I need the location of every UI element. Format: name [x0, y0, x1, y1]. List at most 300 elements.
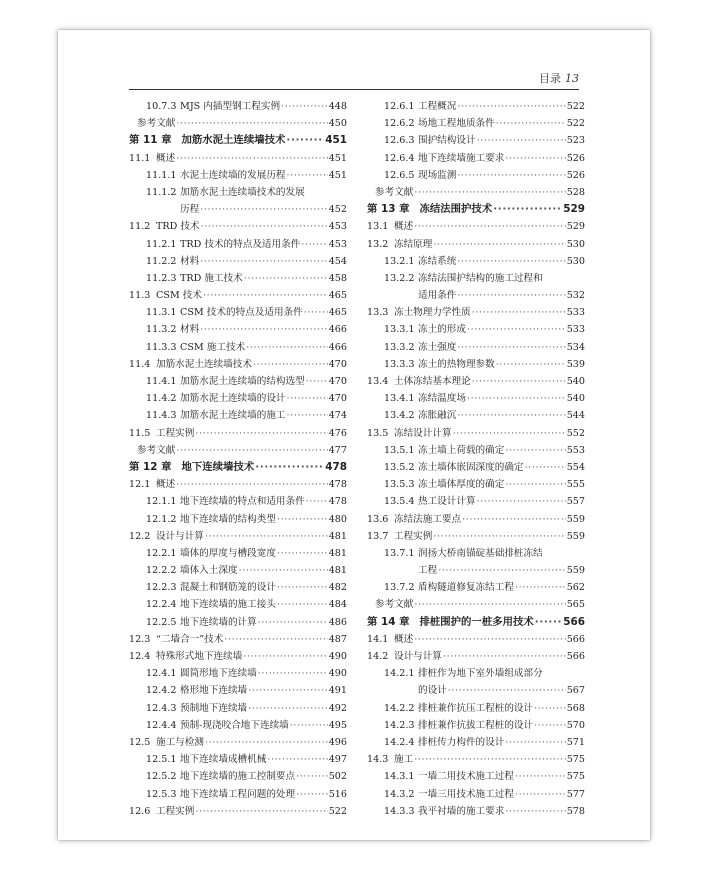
toc-title: 地下连续墙施工要求: [418, 152, 505, 164]
toc-section-number: 11.2.3: [146, 272, 177, 284]
toc-chapter-heading: [367, 201, 585, 218]
dot-leader: [248, 700, 328, 717]
dot-leader: [505, 476, 565, 493]
toc-section-number: 11.4.3: [146, 410, 177, 422]
toc-title: 冻土强度: [418, 341, 457, 353]
dot-leader: [534, 717, 566, 734]
toc-references-entry: [129, 115, 347, 132]
dot-leader: [448, 682, 566, 699]
toc-entry: [129, 751, 347, 768]
dot-leader: [414, 751, 566, 768]
toc-page-number: 451: [325, 134, 347, 147]
toc-section-number: 11.1: [129, 152, 151, 164]
toc-section-number: 11.4: [129, 358, 151, 370]
toc-page-number: 566: [566, 633, 585, 645]
toc-section-number: 12.5.3: [146, 788, 177, 800]
toc-section-number: 12.4.4: [146, 719, 177, 731]
toc-page-number: 565: [566, 599, 585, 611]
toc-entry: [367, 390, 585, 407]
toc-entry: [367, 631, 585, 648]
toc-title: MJS 内插型钢工程实例: [180, 101, 281, 112]
toc-section-number: 12.5.2: [146, 771, 177, 783]
toc-entry: [129, 98, 347, 115]
toc-entry: [367, 751, 585, 768]
toc-title: 工程: [418, 565, 438, 577]
dot-leader: [224, 631, 327, 648]
toc-title: 加筋水泥土连续墙的施工: [180, 410, 286, 422]
toc-title: 土体冻结基本理论: [394, 376, 471, 387]
toc-entry: [367, 648, 585, 665]
toc-page-number: 526: [566, 152, 585, 164]
toc-title: 格形地下连续墙: [180, 685, 248, 697]
toc-page-number: 466: [328, 341, 347, 353]
dot-leader: [253, 356, 328, 373]
toc-page-number: 575: [566, 754, 585, 766]
dot-leader: [258, 614, 328, 631]
toc-section-number: 13.3: [367, 307, 389, 319]
toc-section-number: 14.3.2: [384, 788, 415, 800]
toc-page-number: 570: [566, 719, 585, 731]
toc-title: 墙体入土深度: [180, 565, 238, 577]
toc-page-number: 533: [566, 307, 585, 319]
toc-page-number: 529: [566, 221, 585, 233]
toc-title: 加筋水泥土连续墙技术: [181, 134, 286, 147]
dot-leader: [203, 287, 328, 304]
toc-title: 加筋水泥土连续墙技术: [156, 358, 252, 370]
toc-entry: [367, 236, 585, 253]
toc-title: 工程概况: [418, 101, 457, 112]
toc-title: 冻土的形成: [418, 324, 466, 336]
toc-section-number: 13.4: [367, 376, 389, 387]
dot-leader: [457, 407, 565, 424]
toc-page-number: 470: [328, 358, 347, 370]
toc-right-column: [367, 98, 585, 820]
toc-title: 一墙三用技术施工过程: [418, 788, 514, 800]
toc-page-number: 490: [328, 668, 347, 680]
toc-page-number: 470: [328, 376, 347, 387]
toc-section-number: 13.6: [367, 513, 389, 525]
dot-leader: [195, 803, 327, 820]
toc-entry: [129, 528, 347, 545]
toc-entry-continuation: [367, 682, 585, 699]
toc-page-number: 452: [328, 204, 347, 216]
dot-leader: [296, 768, 328, 785]
toc-entry: [129, 236, 347, 253]
toc-title: 材料: [180, 255, 200, 267]
toc-entry: [129, 717, 347, 734]
dot-leader: [535, 614, 563, 631]
dot-leader: [176, 442, 327, 459]
toc-title: 排桩兼作抗拔工程桩的设计: [418, 719, 534, 731]
toc-page-number: 526: [566, 169, 585, 181]
toc-section-number: 13.1: [367, 221, 389, 233]
toc-section-number: 14.3.1: [384, 771, 415, 783]
toc-title: 冻土墙体嵌固深度的确定: [418, 461, 524, 473]
toc-section-number: 12.2.3: [146, 582, 177, 594]
toc-title: 冻结法围护结构的施工过程和: [418, 272, 543, 284]
toc-section-number: 13.5: [367, 427, 389, 439]
toc-entry: [367, 579, 585, 596]
dot-leader: [505, 803, 565, 820]
toc-page-number: 481: [328, 565, 347, 577]
toc-entry: [129, 270, 347, 287]
toc-page-number: 465: [328, 307, 347, 319]
toc-title: 现场监测: [418, 169, 457, 181]
toc-entry: [129, 425, 347, 442]
toc-section-number: 12.2.4: [146, 599, 177, 611]
dot-leader: [433, 528, 565, 545]
toc-page-number: 522: [566, 101, 585, 112]
dot-leader: [239, 562, 328, 579]
dot-leader: [277, 545, 328, 562]
toc-entry: [367, 665, 585, 682]
toc-entry: [129, 167, 347, 184]
toc-page-number: 559: [566, 565, 585, 577]
dot-leader: [505, 442, 565, 459]
toc-section-number: 12.1: [129, 479, 151, 491]
toc-section-number: 12.1.1: [146, 496, 177, 508]
dot-leader: [281, 98, 328, 115]
toc-title: 参考文献: [375, 186, 414, 198]
toc-title: 概述: [394, 633, 414, 645]
toc-title: 加筋水泥土连续墙技术的发展: [180, 186, 305, 198]
dot-leader: [243, 648, 327, 665]
toc-title: 地下连续墙的特点和适用条件: [180, 496, 305, 508]
toc-title: 工程实例: [156, 427, 195, 439]
toc-page-number: 523: [566, 135, 585, 147]
toc-page-number: 553: [566, 444, 585, 456]
toc-section-number: 14.3: [367, 754, 389, 766]
dot-leader: [525, 459, 566, 476]
dot-leader: [205, 528, 328, 545]
toc-section-number: 12.2.1: [146, 547, 177, 559]
toc-title: 水泥土连续墙的发展历程: [180, 169, 286, 181]
toc-page-number: 486: [328, 616, 347, 628]
toc-title: 冻土墙体厚度的确定: [418, 479, 505, 491]
toc-title: 排桩传力构件的设计: [418, 736, 505, 748]
toc-entry: [367, 218, 585, 235]
toc-entry: [367, 407, 585, 424]
toc-entry: [129, 373, 347, 390]
toc-page-number: 567: [566, 685, 585, 697]
toc-page-number: 453: [328, 221, 347, 233]
toc-section-number: 12.6.5: [384, 169, 415, 181]
toc-page-number: 559: [566, 530, 585, 542]
toc-title: 历程: [180, 204, 200, 216]
header-page-number: 13: [565, 72, 579, 85]
toc-title: 适用条件: [418, 290, 457, 302]
dot-leader: [267, 751, 327, 768]
dot-leader: [255, 459, 324, 476]
toc-entry: [367, 167, 585, 184]
toc-entry: [367, 545, 585, 562]
toc-page-number: 577: [566, 788, 585, 800]
toc-title: “二墙合一”技术: [156, 633, 224, 645]
toc-title: 参考文献: [375, 599, 414, 611]
toc-page-number: 476: [328, 427, 347, 439]
toc-page-number: 481: [328, 547, 347, 559]
toc-section-number: 13.3.1: [384, 324, 415, 336]
toc-page-number: 454: [328, 255, 347, 267]
toc-page-number: 477: [328, 444, 347, 456]
dot-leader: [304, 304, 328, 321]
toc-entry: [129, 287, 347, 304]
toc-entry: [129, 407, 347, 424]
toc-page-number: 470: [328, 393, 347, 405]
toc-entry: [129, 150, 347, 167]
dot-leader: [277, 511, 328, 528]
toc-title: 地下连续墙成槽机械: [180, 754, 267, 766]
toc-section-number: 12.2.5: [146, 616, 177, 628]
toc-entry: [129, 493, 347, 510]
toc-section-number: 12.4.3: [146, 702, 177, 714]
toc-title: 冻土物理力学性质: [394, 307, 471, 319]
dot-leader: [477, 132, 566, 149]
dot-leader: [457, 287, 565, 304]
dot-leader: [414, 218, 566, 235]
toc-page-number: 496: [328, 736, 347, 748]
dot-leader: [534, 700, 566, 717]
toc-page-number: 540: [566, 393, 585, 405]
dot-leader: [472, 304, 566, 321]
toc-entry: [129, 665, 347, 682]
toc-section-number: 11.2: [129, 221, 151, 233]
toc-page-number: 451: [328, 152, 347, 164]
toc-page-number: 566: [566, 651, 585, 662]
toc-entry: [367, 459, 585, 476]
dot-leader: [296, 786, 328, 803]
toc-title: 预制-现浇咬合地下连续墙: [180, 719, 289, 731]
dot-leader: [201, 218, 328, 235]
dot-leader: [515, 768, 566, 785]
toc-title: 特殊形式地下连续墙: [156, 651, 243, 662]
dot-leader: [248, 682, 328, 699]
toc-title: 冻结温度场: [418, 393, 466, 405]
dot-leader: [200, 201, 328, 218]
toc-entry: [367, 768, 585, 785]
toc-entry: [129, 339, 347, 356]
toc-page-number: 482: [328, 582, 347, 594]
toc-chapter-heading: [367, 614, 585, 631]
dot-leader: [457, 253, 565, 270]
toc-title: 材料: [180, 324, 200, 336]
dot-leader: [290, 717, 328, 734]
toc-entry: [367, 270, 585, 287]
toc-page-number: 487: [328, 633, 347, 645]
toc-entry-continuation: [367, 562, 585, 579]
toc-entry: [129, 184, 347, 201]
header-text: [539, 70, 579, 86]
dot-leader: [462, 511, 566, 528]
dot-leader: [505, 150, 565, 167]
dot-leader: [453, 425, 566, 442]
toc-references-entry: [129, 442, 347, 459]
dot-leader: [258, 665, 328, 682]
toc-section-number: 13.2.2: [384, 272, 415, 284]
toc-entry: [129, 596, 347, 613]
dot-leader: [277, 596, 328, 613]
toc-page-number: 566: [563, 615, 585, 628]
toc-page-number: 571: [566, 736, 585, 748]
toc-title: 概述: [156, 479, 176, 491]
toc-entry: [129, 562, 347, 579]
dot-leader: [515, 579, 566, 596]
toc-title: CSM 技术: [156, 290, 202, 302]
toc-page-number: 530: [566, 255, 585, 267]
toc-page-number: 516: [328, 788, 347, 800]
toc-section-number: 11.2.1: [146, 238, 177, 250]
toc-section-number: 11.1.1: [146, 169, 177, 181]
toc-title: 地下连续墙的施工接头: [180, 599, 276, 611]
toc-section-number: 12.6.3: [384, 135, 415, 147]
toc-title: 加筋水泥土连续墙的结构选型: [180, 376, 305, 387]
dot-leader: [287, 390, 328, 407]
toc-entry: [367, 373, 585, 390]
toc-title: 地下连续墙工程问题的处理: [180, 788, 296, 800]
toc-title: 排桩作为地下室外墙组成部分: [418, 668, 543, 680]
toc-references-entry: [367, 596, 585, 613]
dot-leader: [200, 321, 328, 338]
toc-section-number: 13.5.1: [384, 444, 415, 456]
toc-title: 冻结原理: [394, 238, 433, 250]
toc-entry: [367, 511, 585, 528]
toc-section-number: 13.4.1: [384, 393, 415, 405]
toc-page-number: 458: [328, 272, 347, 284]
toc-title: 地下连续墙的结构类型: [180, 513, 276, 525]
toc-entry: [367, 98, 585, 115]
toc-title: 工程实例: [394, 530, 433, 542]
toc-section-number: 11.3.3: [146, 341, 177, 353]
toc-page-number: 554: [566, 461, 585, 473]
toc-entry: [129, 390, 347, 407]
toc-title: 冻结系统: [418, 255, 457, 267]
dot-leader: [246, 339, 328, 356]
toc-section-number: 11.5: [129, 427, 151, 439]
toc-section-number: 14.2.4: [384, 736, 415, 748]
toc-page-number: 502: [328, 771, 347, 783]
header-label: 目录: [539, 72, 561, 85]
toc-entry: [367, 442, 585, 459]
toc-section-number: 14.2: [367, 651, 389, 662]
toc-section-number: 14.3.3: [384, 805, 415, 817]
toc-entry: [367, 734, 585, 751]
toc-section-number: 第 13 章: [367, 203, 410, 216]
toc-entry: [129, 511, 347, 528]
toc-entry: [367, 425, 585, 442]
toc-page-number: 528: [566, 186, 585, 198]
toc-title: 地下连续墙技术: [181, 460, 255, 473]
toc-entry: [129, 614, 347, 631]
toc-entry: [129, 648, 347, 665]
toc-entry: [367, 339, 585, 356]
toc-entry: [367, 493, 585, 510]
toc-page-number: 495: [328, 719, 347, 731]
toc-title: 参考文献: [137, 118, 176, 130]
toc-title: 施工: [394, 754, 414, 766]
toc-page-number: 557: [566, 496, 585, 508]
toc-page-number: 552: [566, 427, 585, 439]
toc-title: 场地工程地质条件: [418, 118, 495, 130]
toc-references-entry: [367, 184, 585, 201]
toc-title: TRD 施工技术: [180, 272, 243, 284]
dot-leader: [244, 270, 328, 287]
toc-page-number: 530: [566, 238, 585, 250]
toc-entry: [367, 132, 585, 149]
toc-entry: [367, 115, 585, 132]
running-header: [129, 69, 579, 90]
dot-leader: [438, 562, 566, 579]
toc-page-number: 466: [328, 324, 347, 336]
toc-section-number: 第 12 章: [129, 460, 172, 473]
toc-title: 施工与检测: [156, 736, 204, 748]
toc-title: 热工设计计算: [418, 496, 476, 508]
dot-leader: [301, 236, 327, 253]
toc-title: 冻胀融沉: [418, 410, 457, 422]
toc-section-number: 14.2.2: [384, 702, 415, 714]
toc-entry: [129, 803, 347, 820]
toc-entry: [129, 734, 347, 751]
dot-leader: [414, 184, 565, 201]
toc-section-number: 13.7.1: [384, 547, 415, 559]
dot-leader: [443, 648, 566, 665]
toc-title: 排桩兼作抗压工程桩的设计: [418, 702, 534, 714]
toc-page-number: 534: [566, 341, 585, 353]
toc-entry: [129, 768, 347, 785]
toc-entry: [129, 476, 347, 493]
toc-title: 地下连续墙的施工控制要点: [180, 771, 296, 783]
dot-leader: [414, 631, 566, 648]
toc-section-number: 13.2: [367, 238, 389, 250]
toc-entry: [367, 356, 585, 373]
dot-leader: [306, 373, 328, 390]
toc-entry: [367, 717, 585, 734]
dot-leader: [286, 132, 324, 149]
toc-page-number: 448: [328, 101, 347, 112]
toc-title: 地下连续墙的计算: [180, 616, 257, 628]
toc-page-number: 522: [328, 805, 347, 817]
dot-leader: [433, 236, 565, 253]
toc-entry: [129, 253, 347, 270]
dot-leader: [496, 356, 566, 373]
toc-entry: [129, 631, 347, 648]
toc-entry: [367, 304, 585, 321]
toc-section-number: 11.3: [129, 290, 151, 302]
toc-title: 工程实例: [156, 805, 195, 817]
toc-title: 圆筒形地下连续墙: [180, 668, 257, 680]
dot-leader: [505, 734, 565, 751]
toc-page-number: 575: [566, 771, 585, 783]
toc-page-number: 532: [566, 290, 585, 302]
toc-section-number: 11.1.2: [146, 186, 177, 198]
toc-title: 墙体的厚度与槽段宽度: [180, 547, 276, 559]
toc-title: 我平衬墙的施工要求: [418, 805, 505, 817]
toc-section-number: 13.5.2: [384, 461, 415, 473]
toc-title: 冻土的热物理参数: [418, 358, 495, 370]
toc-page-number: 497: [328, 754, 347, 766]
dot-leader: [195, 425, 327, 442]
toc-page-number: 578: [566, 805, 585, 817]
dot-leader: [472, 373, 566, 390]
toc-page-number: 484: [328, 599, 347, 611]
toc-section-number: 12.2: [129, 530, 151, 542]
toc-page-number: 555: [566, 479, 585, 491]
toc-section-number: 12.6.4: [384, 152, 415, 164]
toc-entry: [367, 528, 585, 545]
toc-page-number: 544: [566, 410, 585, 422]
toc-section-number: 10.7.3: [146, 101, 177, 112]
toc-entry: [129, 218, 347, 235]
toc-section-number: 11.2.2: [146, 255, 177, 267]
